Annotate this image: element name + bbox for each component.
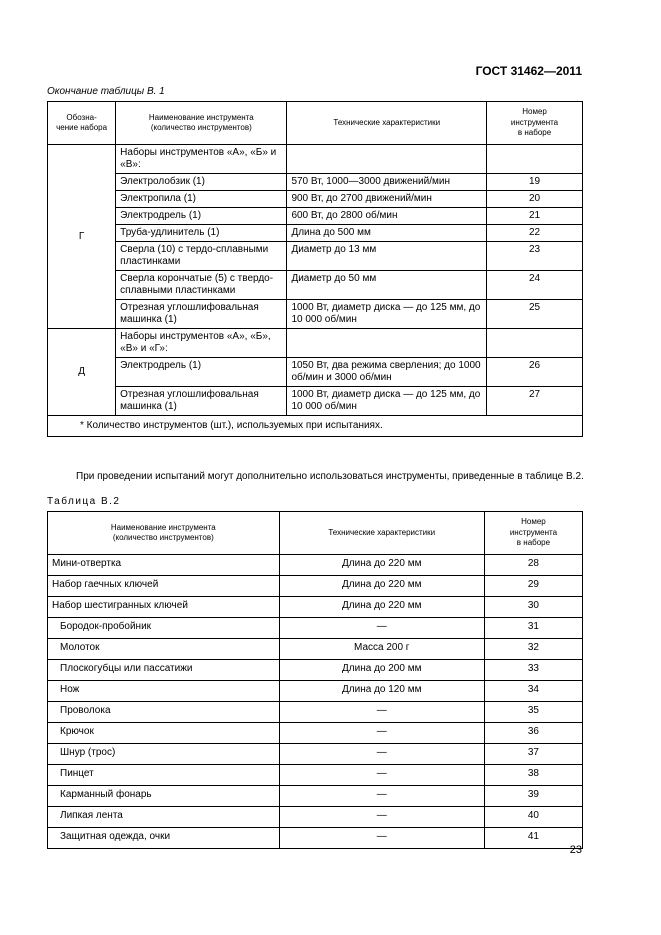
tool-name-cell: Электропила (1) (116, 191, 287, 208)
spec-cell: 1000 Вт, диаметр диска — до 125 мм, до 10 000 об/мин (287, 387, 487, 416)
tool-name-cell: Плоскогубцы или пассатижи (48, 660, 280, 681)
table-row (48, 387, 583, 416)
tool-number-cell: 34 (484, 681, 582, 702)
footnote: * Количество инструментов (шт.), используемых при испытаниях. (48, 416, 583, 437)
spec-cell: Диаметр до 50 мм (287, 271, 487, 300)
group-header-row (48, 329, 583, 358)
table-row (48, 358, 583, 387)
tool-number-cell: 39 (484, 786, 582, 807)
spec-cell: — (279, 723, 484, 744)
table-row (48, 208, 583, 225)
col-header-specs: Технические характеристики (287, 102, 487, 145)
table-row (48, 597, 583, 618)
spec-cell: — (279, 702, 484, 723)
spec-cell: — (279, 807, 484, 828)
tool-name-cell: Электролобзик (1) (116, 174, 287, 191)
spec-cell: Длина до 220 мм (279, 597, 484, 618)
spec-cell: Длина до 220 мм (279, 576, 484, 597)
spec-cell: 1000 Вт, диаметр диска — до 125 мм, до 10 000 об/мин (287, 300, 487, 329)
spec-cell: Масса 200 г (279, 639, 484, 660)
tool-name-cell: Набор гаечных ключей (48, 576, 280, 597)
table-row (48, 702, 583, 723)
num-cell (487, 329, 583, 358)
tool-number-cell: 29 (484, 576, 582, 597)
tool-number-cell: 19 (487, 174, 583, 191)
table-row (48, 271, 583, 300)
table-b1-continuation (47, 101, 583, 437)
col-header-tool-name: Наименование инструмента (количество инструментов) (116, 102, 287, 145)
table-row (48, 191, 583, 208)
spec-cell (287, 329, 487, 358)
table-row (48, 576, 583, 597)
spec-cell: — (279, 744, 484, 765)
set-code-cell: Г (48, 145, 116, 329)
tool-name-cell: Мини-отвертка (48, 555, 280, 576)
table-row (48, 681, 583, 702)
table-row (48, 660, 583, 681)
spec-cell: 1050 Вт, два режима сверления; до 1000 об/мин и 3000 об/мин (287, 358, 487, 387)
tool-name-cell: Труба-удлинитель (1) (116, 225, 287, 242)
tool-name-cell: Пинцет (48, 765, 280, 786)
spec-cell: 570 Вт, 1000—3000 движений/мин (287, 174, 487, 191)
tool-name-cell: Электродрель (1) (116, 358, 287, 387)
tool-number-cell: 20 (487, 191, 583, 208)
tool-number-cell: 25 (487, 300, 583, 329)
spec-cell (287, 145, 487, 174)
tool-name-cell: Крючок (48, 723, 280, 744)
tool-number-cell: 21 (487, 208, 583, 225)
tool-number-cell: 24 (487, 271, 583, 300)
col-header-tool-number: Номер инструмента в наборе (484, 512, 582, 555)
table-row (48, 242, 583, 271)
footnote-row (48, 416, 583, 437)
tool-name-cell: Шнур (трос) (48, 744, 280, 765)
tool-name-cell: Сверла корончатые (5) с твердо-сплавными пластинками (116, 271, 287, 300)
spec-cell: Длина до 500 мм (287, 225, 487, 242)
col-header-tool-number: Номер инструмента в наборе (487, 102, 583, 145)
table1-caption: Окончание таблицы В. 1 (47, 86, 165, 97)
tool-name-cell: Молоток (48, 639, 280, 660)
table-row (48, 300, 583, 329)
tool-number-cell: 38 (484, 765, 582, 786)
table-row (48, 618, 583, 639)
table-row (48, 723, 583, 744)
tool-number-cell: 30 (484, 597, 582, 618)
tool-name-cell: Защитная одежда, очки (48, 828, 280, 849)
spec-cell: Диаметр до 13 мм (287, 242, 487, 271)
document-code: ГОСТ 31462—2011 (475, 64, 582, 78)
spec-cell: 600 Вт, до 2800 об/мин (287, 208, 487, 225)
table1-header-row (48, 102, 583, 145)
tool-number-cell: 37 (484, 744, 582, 765)
tool-number-cell: 35 (484, 702, 582, 723)
tool-name-cell: Сверла (10) с тердо-сплавными пластинками (116, 242, 287, 271)
tool-number-cell: 22 (487, 225, 583, 242)
table-row (48, 744, 583, 765)
tool-number-cell: 33 (484, 660, 582, 681)
num-cell (487, 145, 583, 174)
table-row (48, 639, 583, 660)
tool-name-cell: Бородок-пробойник (48, 618, 280, 639)
paragraph-text: При проведении испытаний могут дополнительно использоваться инструменты, приведенные в таблице В.2. (76, 471, 584, 482)
tool-name-cell: Электродрель (1) (116, 208, 287, 225)
spec-cell: 900 Вт, до 2700 движений/мин (287, 191, 487, 208)
table2-header-row (48, 512, 583, 555)
table-b2 (47, 511, 583, 849)
tool-number-cell: 36 (484, 723, 582, 744)
col-header-specs: Технические характеристики (279, 512, 484, 555)
tool-name-cell: Отрезная углошлифовальная машинка (1) (116, 387, 287, 416)
tool-number-cell: 23 (487, 242, 583, 271)
tool-number-cell: 40 (484, 807, 582, 828)
table-row (48, 555, 583, 576)
tool-name-cell: Отрезная углошлифовальная машинка (1) (116, 300, 287, 329)
spec-cell: Длина до 220 мм (279, 555, 484, 576)
table-row (48, 174, 583, 191)
tool-number-cell: 41 (484, 828, 582, 849)
tool-name-cell: Карманный фонарь (48, 786, 280, 807)
tool-number-cell: 32 (484, 639, 582, 660)
spec-cell: — (279, 765, 484, 786)
group-header-text: Наборы инструментов «А», «Б», «В» и «Г»: (116, 329, 287, 358)
tool-number-cell: 27 (487, 387, 583, 416)
tool-name-cell: Нож (48, 681, 280, 702)
group-header-text: Наборы инструментов «А», «Б» и «В»: (116, 145, 287, 174)
table-row (48, 786, 583, 807)
col-header-set-code: Обозна- чение набора (48, 102, 116, 145)
tool-name-cell: Набор шестигранных ключей (48, 597, 280, 618)
spec-cell: — (279, 828, 484, 849)
tool-name-cell: Липкая лента (48, 807, 280, 828)
table2-caption: Таблица В.2 (47, 496, 121, 507)
table-row (48, 807, 583, 828)
spec-cell: Длина до 200 мм (279, 660, 484, 681)
tool-number-cell: 28 (484, 555, 582, 576)
table-row (48, 828, 583, 849)
table-row (48, 765, 583, 786)
page-number: 23 (569, 844, 582, 856)
tool-name-cell: Проволока (48, 702, 280, 723)
table-row (48, 225, 583, 242)
spec-cell: — (279, 786, 484, 807)
spec-cell: Длина до 120 мм (279, 681, 484, 702)
col-header-tool-name: Наименование инструмента (количество инструментов) (48, 512, 280, 555)
spec-cell: — (279, 618, 484, 639)
tool-number-cell: 31 (484, 618, 582, 639)
tool-number-cell: 26 (487, 358, 583, 387)
set-code-cell: Д (48, 329, 116, 416)
group-header-row (48, 145, 583, 174)
